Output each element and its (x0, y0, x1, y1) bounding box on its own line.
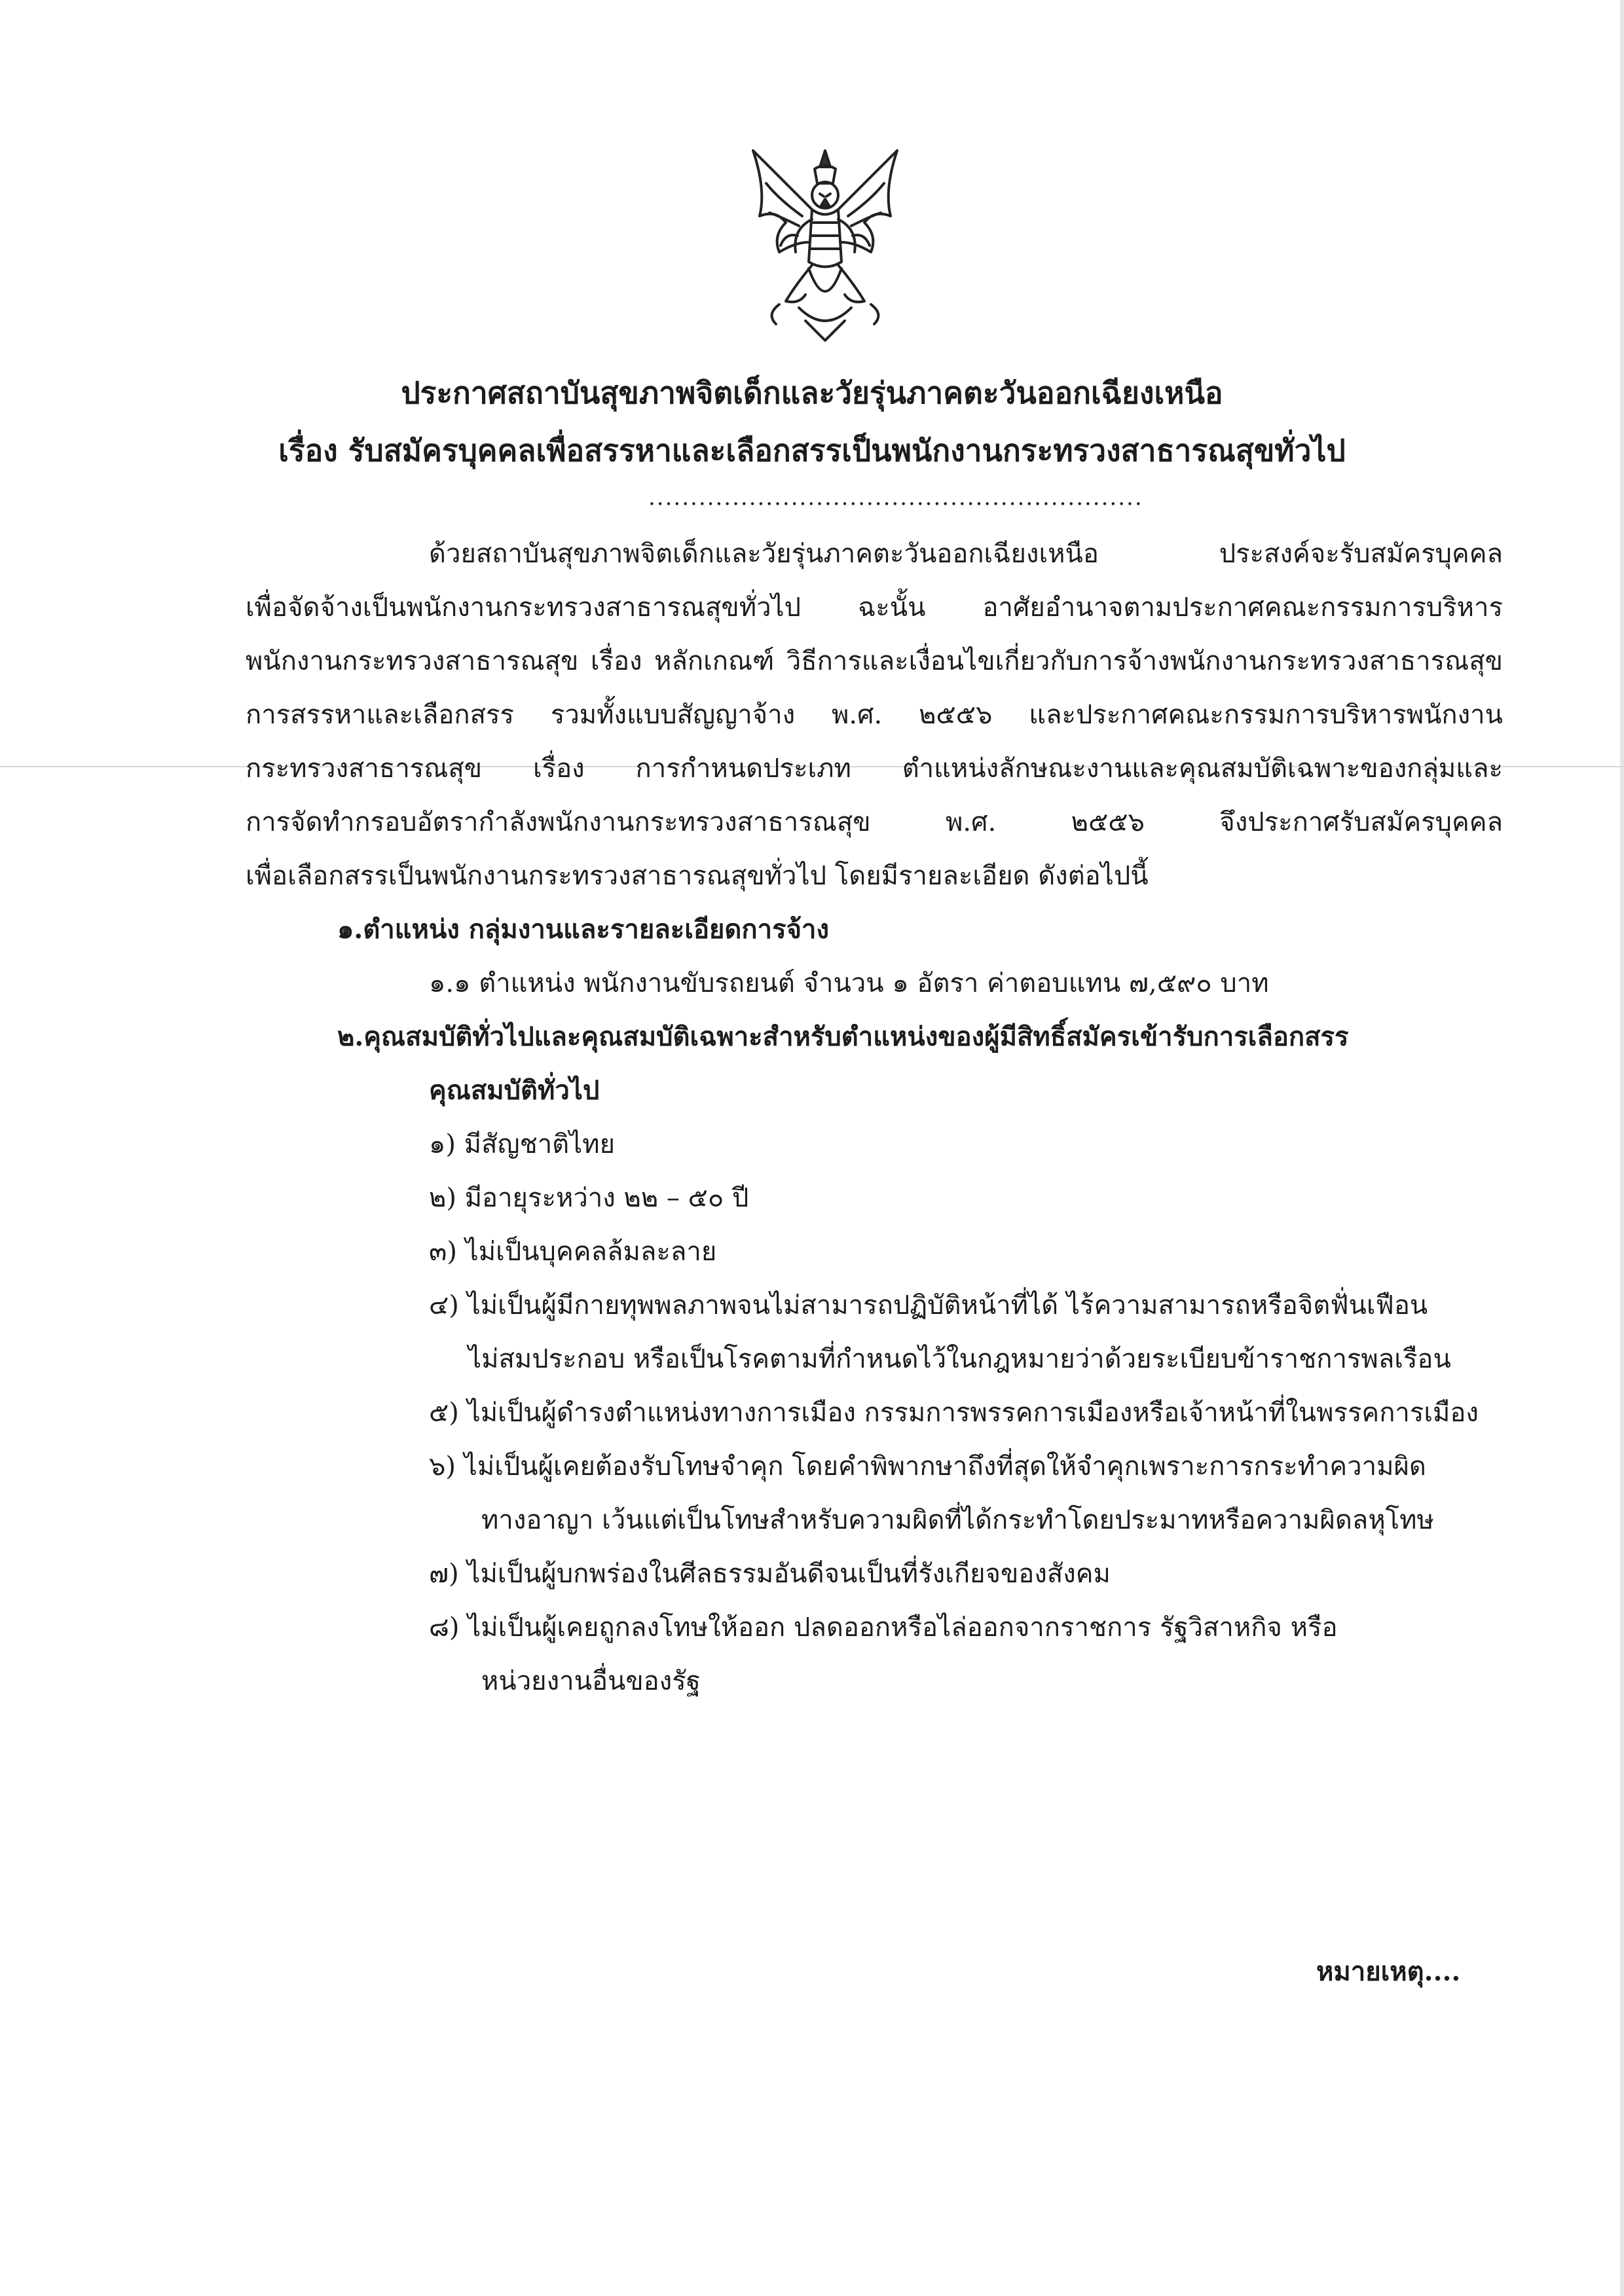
qualification-item-6: ๖) ไม่เป็นผู้เคยต้องรับโทษจำคุก โดยคำพิพากษาถึงที่สุดให้จำคุกเพราะการกระทำความผิด (429, 1451, 1426, 1482)
qualification-item-5: ๕) ไม่เป็นผู้ดำรงตำแหน่งทางการเมือง กรรมการพรรคการเมืองหรือเจ้าหน้าที่ในพรรคการเมือง (429, 1398, 1479, 1428)
section1-item-1: ๑.๑ ตำแหน่ง พนักงานขับรถยนต์ จำนวน ๑ อัตรา ค่าตอบแทน ๗,๕๙๐ บาท (429, 968, 1269, 998)
garuda-emblem-icon (740, 137, 910, 347)
continuation-note: หมายเหตุ.... (1316, 1956, 1461, 1987)
section2-subheading: คุณสมบัติทั่วไป (429, 1075, 600, 1106)
intro-line-2: เพื่อจัดจ้างเป็นพนักงานกระทรวงสาธารณสุขทั่วไป ฉะนั้น อาศัยอำนาจตามประกาศคณะกรรมการบริหาร (246, 592, 1503, 623)
qualification-item-2: ๒) มีอายุระหว่าง ๒๒ – ๕๐ ปี (429, 1183, 749, 1213)
qualification-item-4: ๔) ไม่เป็นผู้มีกายทุพพลภาพจนไม่สามารถปฏิบัติหน้าที่ได้ ไร้ความสามารถหรือจิตฟั่นเฟือน (429, 1290, 1428, 1321)
announcement-title: ประกาศสถาบันสุขภาพจิตเด็กและวัยรุ่นภาคตะวันออกเฉียงเหนือ (401, 375, 1223, 410)
qualification-item-7: ๗) ไม่เป็นผู้บกพร่องในศีลธรรมอันดีจนเป็นที่รังเกียจของสังคม (429, 1559, 1111, 1589)
qualification-item-8: ๘) ไม่เป็นผู้เคยถูกลงโทษให้ออก ปลดออกหรือไล่ออกจากราชการ รัฐวิสาหกิจ หรือ (429, 1613, 1338, 1643)
section2-heading: ๒.คุณสมบัติทั่วไปและคุณสมบัติเฉพาะสำหรับตำแหน่งของผู้มีสิทธิ์สมัครเข้ารับการเลือกสรร (337, 1021, 1349, 1052)
section1-heading: ๑.ตำแหน่ง กลุ่มงานและรายละเอียดการจ้าง (337, 914, 829, 945)
intro-line-6: การจัดทำกรอบอัตรากำลังพนักงานกระทรวงสาธารณสุข พ.ศ. ๒๕๕๖ จึงประกาศรับสมัครบุคคล (246, 807, 1503, 837)
title-separator: ........................................................... (648, 484, 1143, 511)
intro-line-7: เพื่อเลือกสรรเป็นพนักงานกระทรวงสาธารณสุขทั่วไป โดยมีรายละเอียด ดังต่อไปนี้ (246, 861, 1149, 891)
intro-line-4: การสรรหาและเลือกสรร รวมทั้งแบบสัญญาจ้าง พ.ศ. ๒๕๕๖ และประกาศคณะกรรมการบริหารพนักงาน (246, 700, 1503, 730)
qualification-item-6-cont: ทางอาญา เว้นแต่เป็นโทษสำหรับความผิดที่ได้กระทำโดยประมาทหรือความผิดลหุโทษ (481, 1505, 1434, 1535)
qualification-item-3: ๓) ไม่เป็นบุคคลล้มละลาย (429, 1237, 717, 1267)
intro-line-3: พนักงานกระทรวงสาธารณสุข เรื่อง หลักเกณฑ์ วิธีการและเงื่อนไขเกี่ยวกับการจ้างพนักงานกระทรวงสาธารณสุข (246, 646, 1503, 676)
intro-line-5: กระทรวงสาธารณสุข เรื่อง การกำหนดประเภท ตำแหน่งลักษณะงานและคุณสมบัติเฉพาะของกลุ่มและ (246, 754, 1503, 784)
qualification-item-1: ๑) มีสัญชาติไทย (429, 1129, 616, 1159)
qualification-item-8-cont: หน่วยงานอื่นของรัฐ (481, 1666, 701, 1696)
announcement-subject: เรื่อง รับสมัครบุคคลเพื่อสรรหาและเลือกสรรเป็นพนักงานกระทรวงสาธารณสุขทั่วไป (278, 433, 1346, 468)
qualification-item-4-cont: ไม่สมประกอบ หรือเป็นโรคตามที่กำหนดไว้ในกฎหมายว่าด้วยระเบียบข้าราชการพลเรือน (468, 1344, 1451, 1374)
intro-line-1: ด้วยสถาบันสุขภาพจิตเด็กและวัยรุ่นภาคตะวันออกเฉียงเหนือ ประสงค์จะรับสมัครบุคคล (429, 539, 1503, 569)
